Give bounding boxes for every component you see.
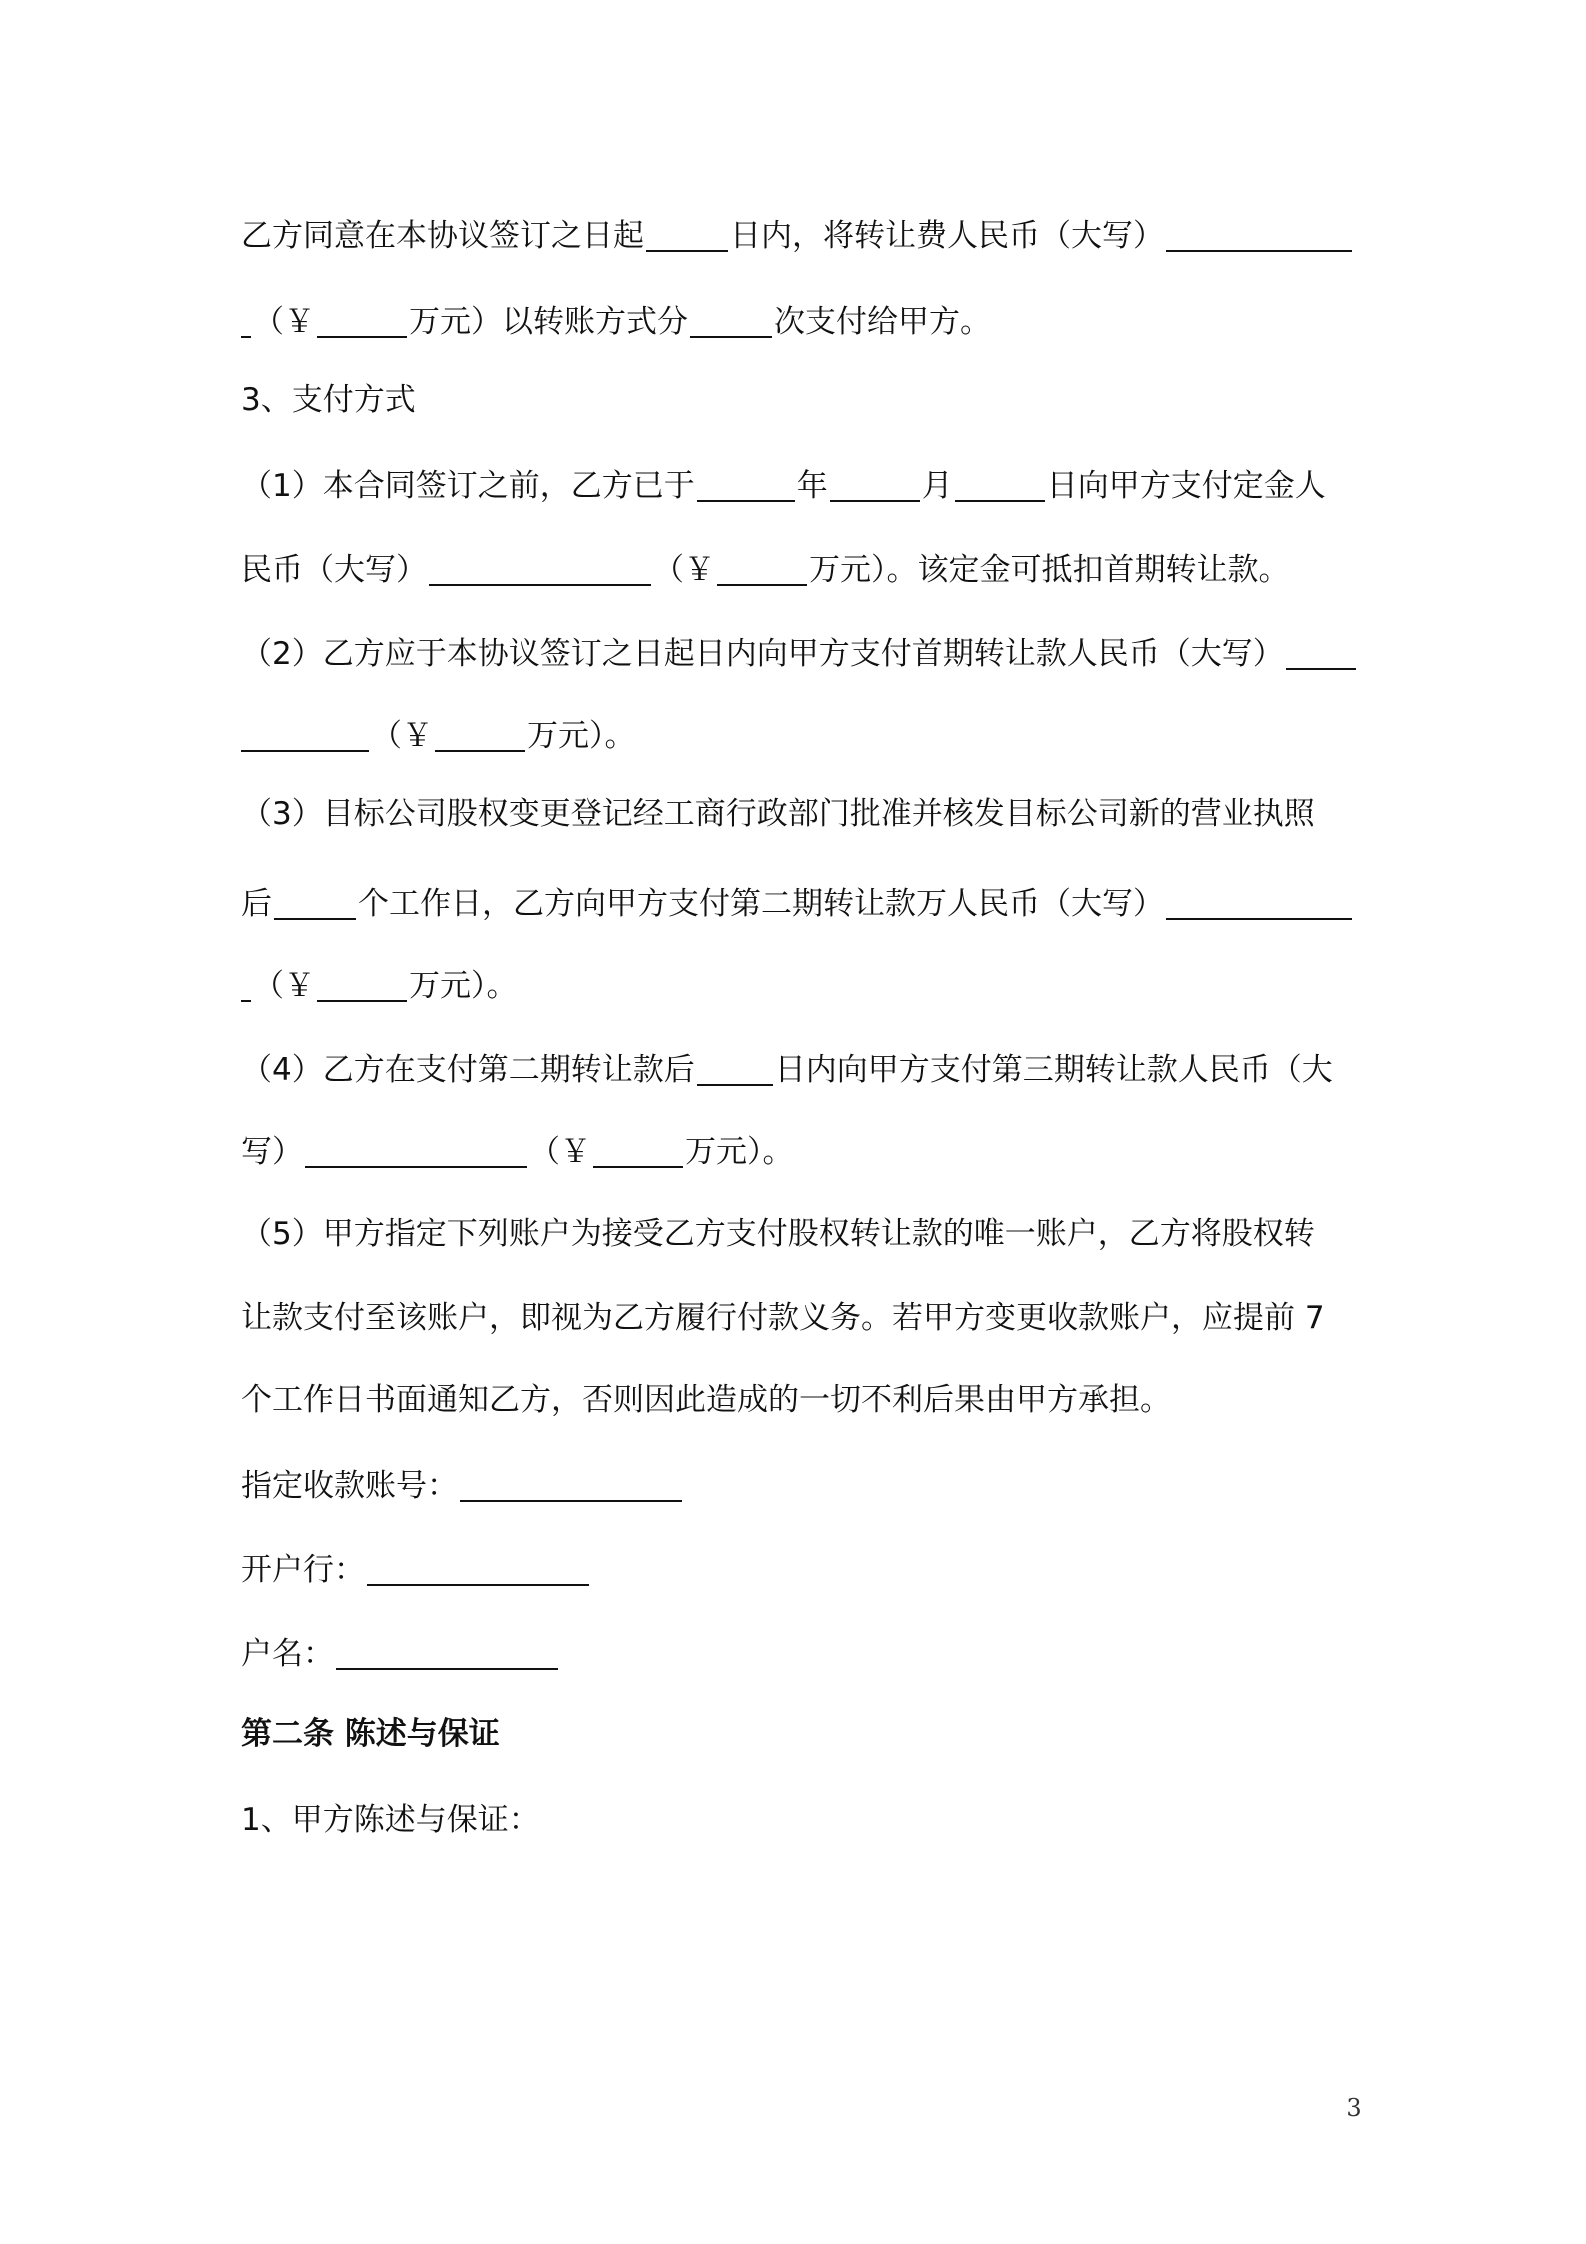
- text-segment: 写）: [241, 1134, 303, 1170]
- article-title: 第二条 陈述与保证: [241, 1716, 500, 1752]
- fill-blank[interactable]: [697, 1052, 773, 1086]
- text-segment: 个工作日书面通知乙方，否则因此造成的一切不利后果由甲方承担。: [241, 1382, 1171, 1418]
- fill-blank[interactable]: [830, 468, 920, 502]
- account-name-field: [241, 1628, 1359, 1680]
- text-segment: 万元）。该定金可抵扣首期转让款。: [809, 552, 1290, 588]
- fill-blank[interactable]: [593, 1134, 683, 1168]
- text-segment: （4）乙方在支付第二期转让款后: [241, 1052, 695, 1088]
- text-segment: 民币（大写）: [241, 552, 427, 588]
- fill-blank[interactable]: [274, 886, 356, 920]
- text-line: [241, 628, 1359, 680]
- text-line: [241, 544, 1359, 596]
- fill-blank[interactable]: [955, 468, 1045, 502]
- account-number-field: [241, 1460, 1359, 1512]
- field-label: 指定收款账号：: [241, 1468, 458, 1504]
- text-line: [241, 1126, 1359, 1178]
- fill-blank[interactable]: [317, 968, 407, 1002]
- text-line: [241, 1292, 1359, 1344]
- text-segment: 月: [921, 468, 953, 504]
- text-line: [241, 296, 1359, 348]
- section-heading: [241, 1794, 1359, 1846]
- section-heading: [241, 374, 1359, 426]
- text-line: [241, 1044, 1359, 1096]
- text-segment: 个工作日，乙方向甲方支付第二期转让款万人民币（大写）: [358, 886, 1164, 922]
- text-segment: 日内向甲方支付第三期转让款人民币（大: [774, 1052, 1333, 1088]
- field-label: 户名：: [241, 1636, 334, 1672]
- text-segment: 日向甲方支付定金人: [1046, 468, 1326, 504]
- text-segment: 万元）。: [685, 1134, 794, 1170]
- account-name-blank[interactable]: [336, 1636, 558, 1670]
- text-line: [241, 210, 1359, 262]
- fill-blank[interactable]: [1166, 886, 1352, 920]
- account-number-blank[interactable]: [460, 1468, 682, 1502]
- text-segment: （3）目标公司股权变更登记经工商行政部门批准并核发目标公司新的营业执照: [241, 796, 1315, 832]
- text-segment: 让款支付至该账户，即视为乙方履行付款义务。若甲方变更收款账户，应提前 7: [241, 1300, 1325, 1336]
- fill-blank[interactable]: [429, 552, 651, 586]
- fill-blank[interactable]: [241, 968, 251, 1002]
- text-segment: （1）本合同签订之前，乙方已于: [241, 468, 695, 504]
- fill-blank[interactable]: [646, 218, 728, 252]
- text-segment: 乙方同意在本协议签订之日起: [241, 218, 644, 254]
- text-segment: 万元）。: [409, 968, 518, 1004]
- text-segment: 次支付给甲方。: [774, 304, 991, 340]
- text-segment: 后: [241, 886, 272, 922]
- text-segment: （￥: [253, 968, 315, 1004]
- fill-blank[interactable]: [1286, 636, 1356, 670]
- text-segment: （￥: [653, 552, 715, 588]
- text-line: [241, 878, 1359, 930]
- text-line: [241, 1208, 1359, 1260]
- text-segment: 年: [796, 468, 828, 504]
- text-segment: （2）乙方应于本协议签订之日起日内向甲方支付首期转让款人民币（大写）: [241, 636, 1284, 672]
- fill-blank[interactable]: [717, 552, 807, 586]
- article-heading: [241, 1708, 1359, 1760]
- section-title: 1、甲方陈述与保证：: [241, 1802, 540, 1838]
- text-segment: 万元）以转账方式分: [409, 304, 688, 340]
- bank-field: [241, 1544, 1359, 1596]
- field-label: 开户行：: [241, 1552, 365, 1588]
- fill-blank[interactable]: [241, 304, 251, 338]
- text-segment: （￥: [253, 304, 315, 340]
- text-segment: 3、支付方式: [241, 382, 416, 418]
- text-segment: 万元）。: [527, 718, 636, 754]
- text-line: [241, 460, 1359, 512]
- text-segment: 日内，将转让费人民币（大写）: [730, 218, 1164, 254]
- text-line: [241, 1374, 1359, 1426]
- text-line: [241, 710, 1359, 762]
- text-segment: （￥: [371, 718, 433, 754]
- text-segment: （￥: [529, 1134, 591, 1170]
- text-segment: （5）甲方指定下列账户为接受乙方支付股权转让款的唯一账户，乙方将股权转: [241, 1216, 1315, 1252]
- fill-blank[interactable]: [697, 468, 795, 502]
- fill-blank[interactable]: [435, 718, 525, 752]
- fill-blank[interactable]: [305, 1134, 527, 1168]
- bank-blank[interactable]: [367, 1552, 589, 1586]
- fill-blank[interactable]: [317, 304, 407, 338]
- fill-blank[interactable]: [1166, 218, 1352, 252]
- text-line: [241, 788, 1359, 840]
- fill-blank[interactable]: [690, 304, 772, 338]
- page-number: 3: [1346, 2094, 1362, 2122]
- fill-blank[interactable]: [241, 718, 369, 752]
- text-line: [241, 960, 1359, 1012]
